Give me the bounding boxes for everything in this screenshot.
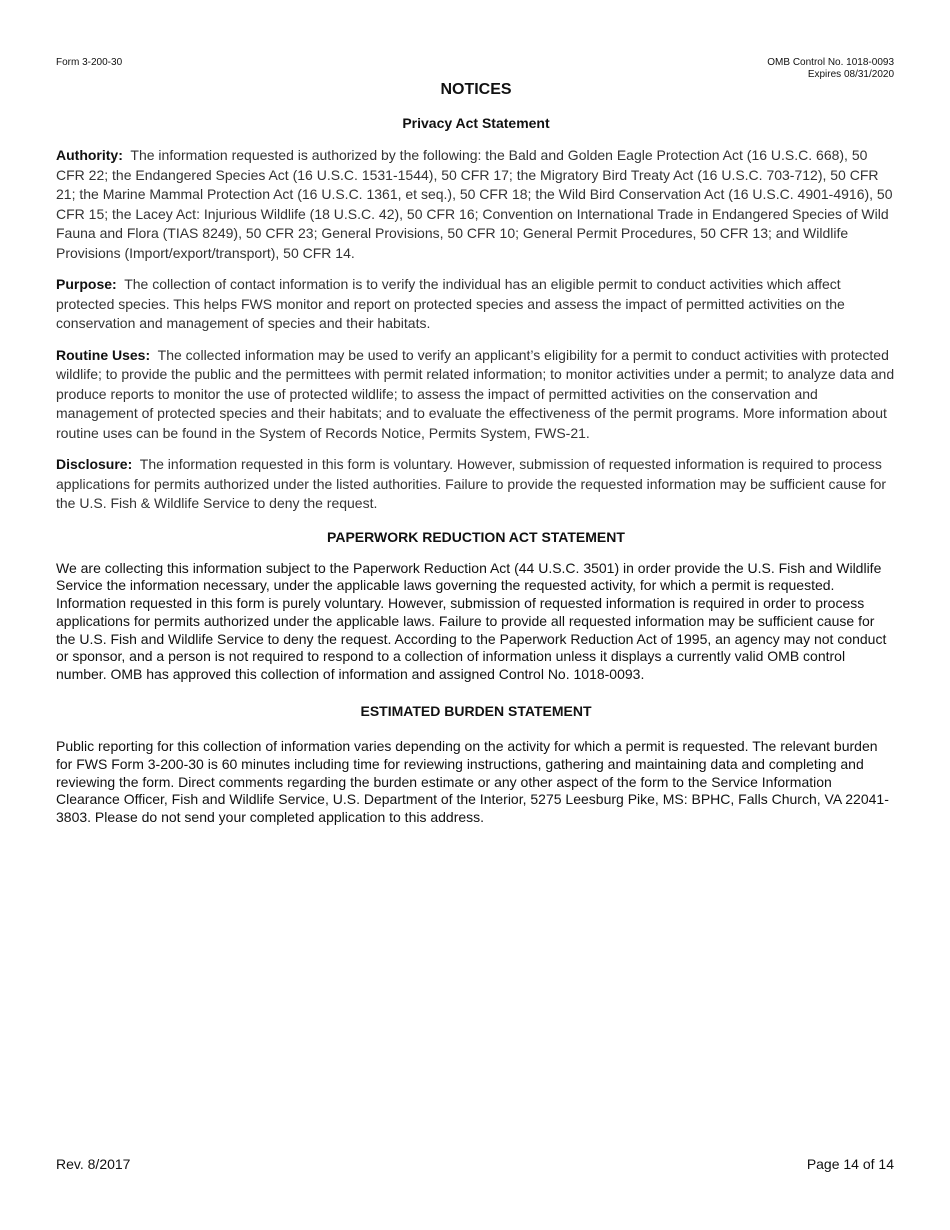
form-number: Form 3-200-30 [56,57,123,68]
routine-uses-label: Routine Uses: [56,346,151,363]
expiration-date: Expires 08/31/2020 [807,69,894,80]
disclosure-label: Disclosure: [56,456,133,472]
routine-uses-paragraph [56,346,896,444]
notices-content [56,80,896,827]
page-title: NOTICES [440,81,512,98]
privacy-act-heading: Privacy Act Statement [402,115,550,131]
authority-text: The information requested is authorized by the following: the Bald and Golden Eagle Protection Act (16 U.S.C. 668), 50 CFR 22; the Endangered Species Act (16 U.S.C. 1531-1544), 50 CFR 17; the Migratory Bird Treaty Act (16 U.S.C. 703-712), 50 CFR 21; the Marine Mammal Protection Act (16 U.S.C. 1361, et seq.), 50 CFR 18; the Wild Bird Conservation Act (16 U.S.C. 4901-4916), 50 CFR 15; the Lacey Act: Injurious Wildlife (18 U.S.C. 42), 50 CFR 16; Convention on International Trade in Endangered Species of Wild Fauna and Flora (TIAS 8249), 50 CFR 23; General Provisions, 50 CFR 10; General Permit Procedures, 50 CFR 13; and Wildlife Provisions (Import/export/transport), 50 CFR 14. [56,147,893,261]
routine-uses-text: The collected information may be used to verify an applicant’s eligibility for a permit to conduct activities with protected wildlife; to provide the public and the permittees with permit related information; to monitor activities under a permit; to analyze data and produce reports to monitor the use of protected wildlife; to assess the impact of permitted activities on the conservation and management of protected species and their habitats; and to evaluate the effectiveness of the permit programs. More information about routine uses can be found in the System of Records Notice, Permits System, FWS-21. [56,346,895,441]
omb-info [767,57,894,81]
burden-heading: ESTIMATED BURDEN STATEMENT [360,703,592,720]
revision-date: Rev. 8/2017 [56,1156,131,1172]
omb-control-number: OMB Control No. 1018-0093 [767,57,894,68]
purpose-text: The collection of contact information is to verify the individual has an eligible permit to conduct activities which affect protected species. This helps FWS monitor and report on protected species and assess the impact of permitted activities on the conservation and management of species and their habitats. [56,276,845,331]
authority-paragraph [56,146,896,263]
burden-text: Public reporting for this collection of information varies depending on the activity for which a permit is requested. The relevant burden for FWS Form 3-200-30 is 60 minutes including time for reviewing instructions, gathering and maintaining data and completing and reviewing the form. Direct comments regarding the burden estimate or any other aspect of the form to the Service Information Clearance Officer, Fish and Wildlife Service, U.S. Department of the Interior, 5275 Leesburg Pike, MS: BPHC, Falls Church, VA 22041-3803. Please do not send your completed application to this address. [56,738,889,826]
page-number: Page 14 of 14 [806,1156,894,1172]
paperwork-text: We are collecting this information subject to the Paperwork Reduction Act (44 U.S.C. 3501) in order provide the U.S. Fish and Wildlife Service the information necessary, under the applicable laws governing the requested activity, for which a permit is requested. Information requested in this form is purely voluntary. However, submission of requested information is required in order to process applications for permits authorized under the applicable laws. Failure to provide all requested information may be sufficient cause for the U.S. Fish and Wildlife Service to deny the request. According to the Paperwork Reduction Act of 1995, an agency may not conduct or sponsor, and a person is not required to respond to a collection of information unless it displays a currently valid OMB control number. OMB has approved this collection of information and assigned Control No. 1018-0093. [56,559,887,683]
purpose-paragraph [56,275,896,334]
disclosure-paragraph [56,455,896,514]
purpose-label: Purpose: [56,276,117,292]
paperwork-heading: PAPERWORK REDUCTION ACT STATEMENT [327,528,625,545]
disclosure-text: The information requested in this form is voluntary. However, submission of requested information is required to process applications for permits authorized under the listed authorities. Failure to provide the requested information may be sufficient cause for the U.S. Fish & Wildlife Service to deny the request. [56,456,887,511]
authority-label: Authority: [56,147,123,163]
